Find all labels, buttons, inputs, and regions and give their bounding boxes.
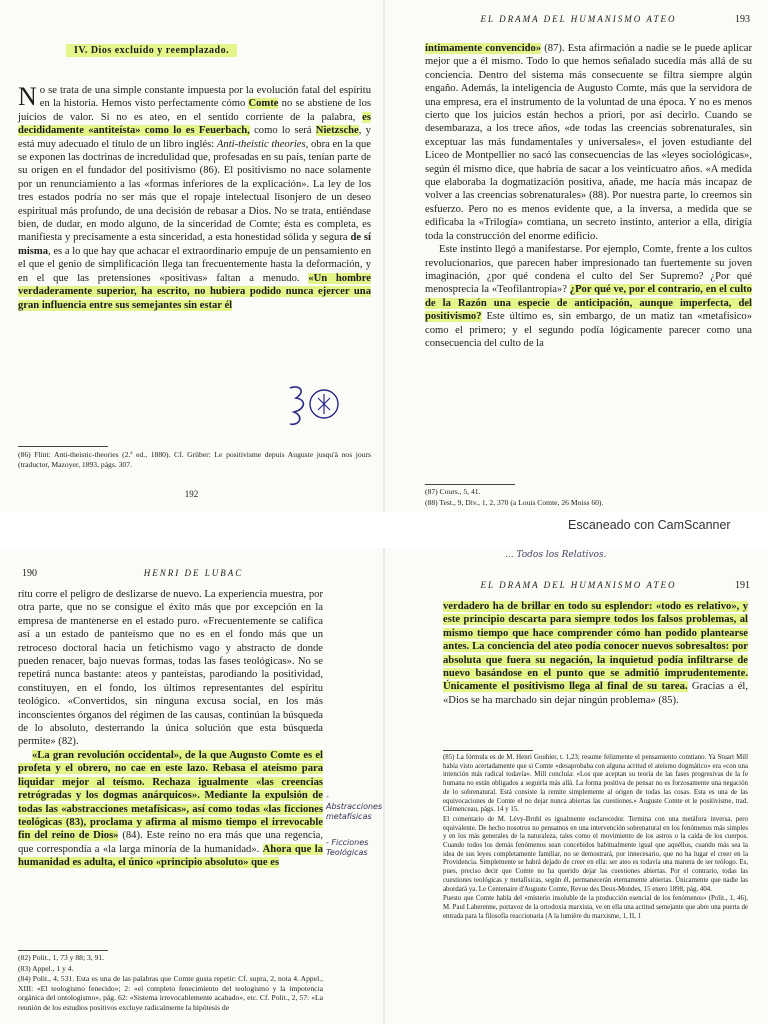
- header-title: EL DRAMA DEL HUMANISMO ATEO: [480, 580, 677, 590]
- footnotes: [425, 487, 752, 508]
- footnotes: [443, 754, 748, 922]
- body-text: [425, 42, 752, 350]
- page-number: 192: [184, 489, 199, 499]
- highlight: íntimamente convencido»: [425, 43, 542, 54]
- page-number: 190: [22, 568, 37, 579]
- running-header: [22, 568, 365, 582]
- body-text: [443, 600, 748, 707]
- footnote-rule: [18, 446, 108, 447]
- highlight: Nietzsche: [315, 125, 359, 137]
- page-divider: [383, 0, 385, 512]
- highlight: «La gran revolución occidental», de la que Augusto Comte es el profeta y el obrero, no cae en este lazo. Rebasa el ateísmo para liquidar mejor al teísmo. Rechaza igualmente «las creencias retrógradas y los dogmas anárquicos». Mediante la expulsión de todas las «abstracciones metafísicas», así como todas «las ficciones teológicas (83), proclama y afirma al mismo tiempo el irrevocable fin del reino de Dios»: [18, 749, 323, 842]
- margin-note: - Ficciones Teológicas: [326, 838, 369, 857]
- paragraph: No se trata de una simple constante impuesta por la evolución fatal del espíritu en la historia. Hemos visto perfectamente cómo Comte no se abstiene de los juicios de valor. Si no es ateo, en el sentido corriente de la palabra, es decididamente «antiteísta» como lo es Feuerbach, como lo será Nietzsche, y está muy adecuado el título de un libro inglés: Anti-theistic theories, obra en la que se exponen las doctrinas de incredulidad que, profesadas en su país, tenían parte de su origen en el fundador del positivismo (86). El positivismo no nace solamente por un renunciamiento a las «formas inferiores de la explicación». La ley de los tres estados podría no ser más que el ropaje intelectual lisonjero de un deseo espiritual más profundo, de una decisión de rebasar a Dios. No se trata, entiéndase bien, de dudar, en modo alguno, de la sinceridad de Comte; ésta es completa, es manifiesta y precisamente a esta sinceridad, a esta honestidad sólida y segura de sí misma, es a lo que hay que achacar el extraordinario empuje de un pensamiento en el que el genio de simplificación llega tan frecuentemente hasta la deformación, y en el que las pretensiones «positivas» faltan a menudo. «Un hombre verdaderamente superior, ha escrito, no hubiera podido nunca ejercer una gran influencia entre sus semejantes sin estar él: [18, 82, 372, 311]
- page-divider: [383, 548, 385, 1024]
- footnote: (86) Flint: Anti-theistic-theories (2.ª ed., 1880). Cf. Grüber: Le positivisme depuis Auguste jusqu'à nos jours (traductor, Mazoyer, 1893, págs. 307.: [18, 450, 371, 469]
- body-text: [18, 84, 371, 312]
- footnote: Puesto que Comte habla del «misterio insoluble de la producción esencial de los fenómenos» (Polit., 1, 46), M. Paul Laberenne, portavoz de la ortodoxia marxista, ve en ella una actitud semejante que abre una puerta de entrada para la filosofía reaccionaria (A la lumière du marxisme, 1, II, 1: [443, 895, 748, 920]
- footnote: El comentario de M. Lévy-Bruhl es igualmente esclarecedor. Termina con una metáfora inversa, pero equivalente. De hecho nosotros no pensamos en una intervención sobrenatural en los fenómenos más simples y en los más generales de la naturaleza, tales como el movimiento de los astros o la caída de los cuerpos. Cuando todos los demás fenómenos sean concebidos habitualmente igual que aquéllos, cuando más sea la idea de sus leyes completamente familiar, no se demostrará, por innecesario, que no ha lugar el creer en la Providencia. Simplemente se habrá dejado de creer en ella: ser ateo es todavía una manera de ser teólogo. Es, pues, preciso decir que Comte no ha querido dejar las cuestiones abiertas. Por el contrario, todas las cuestiones teológicas y metafísicas, según él, permanecerán eternamente abiertas. Únicamente que nadie las abordará ya. Le Centenaire d'Auguste Comte, Revue des Deux-Mondes, 15 enero 1898, pág. 404.: [443, 815, 748, 893]
- section-title: IV. Dios excluído y reemplazado.: [66, 44, 237, 57]
- running-header: [407, 580, 750, 594]
- footnote-rule: [425, 484, 515, 485]
- handwritten-note-icon: [284, 382, 344, 432]
- paragraph: «La gran revolución occidental», de la que Augusto Comte es el profeta y el obrero, no cae en este lazo. Rebasa el ateísmo para liquidar mejor al teísmo. Rechaza igualmente «las creencias retrógradas y los dogmas anárquicos». Mediante la expulsión de todas las «abstracciones metafísicas», así como todas «las ficciones teológicas (83), proclama y afirma al mismo tiempo el irrevocable fin del reino de Dios» (84). Este reino no era más que una regencia, que correspondía a «la larga minoría de la humanidad». Ahora que la humanidad es adulta, el único «principio absoluto» que es: [18, 749, 323, 869]
- footnote: (85) La fórmula es de M. Henri Gouhier, t. 1,23; resume felizmente el pensamiento comtiano. Ya Stuart Mill había visto acertadamente que si Comte «desaprobaba con alguna acritud el ateísmo dogmático» era «con una intención más radical todavía». Mill concluía: «Los que aceptan su teoría de las fases progresivas de la fe humana no están obligados a seguirla más allá. La forma positiva de pensar no es forzosamente una negación de lo sobrenatural. Está consiste la remite simplemente al origen de todas las cosas. Esta es una de las equivocaciones de Comte el no dejar nunca abiertas las cuestiones.» Auguste Comte et le positivisme, trad. Clémenceau, págs. 14 y 15.: [443, 754, 748, 814]
- footnote: (88) Test., 9, Div., 1, 2, 370 (a Louis Comte, 26 Moiss 60).: [425, 497, 604, 507]
- highlight: verdadero ha de brillar en todo su esplendor: «todo es relativo», y este principio descarta para siempre todos los falsos problemas, al mismo tiempo que hace comprender cómo han podido plantearse antes. La conciencia del ateo podía conocer nuevos sobresaltos: por absoluta que fuera su negación, la inquietud podía infiltrarse de nuevo basándose en el punto que se admitió imprudentemente. Únicamente el positivismo llega al final de su tarea.: [443, 601, 748, 693]
- header-title: EL DRAMA DEL HUMANISMO ATEO: [480, 14, 677, 24]
- footnote-rule: [18, 950, 108, 951]
- footnotes: [18, 953, 323, 1014]
- footnotes: [18, 450, 371, 470]
- highlight: «Un hombre verdaderamente superior, ha escrito, no hubiera podido nunca ejercer una gran influencia entre sus semejantes sin estar él: [18, 272, 372, 311]
- scan-page-192: [0, 0, 383, 512]
- header-title: HENRI DE LUBAC: [143, 568, 244, 578]
- highlight: ¿Por qué ve, por el contrario, en el culto de la Razón una especie de anticipación, aunque imperfecta, del positivismo?: [425, 284, 752, 323]
- paragraph: verdadero ha de brillar en todo su esplendor: «todo es relativo», y este principio descarta para siempre todos los falsos problemas, al mismo tiempo que hace comprender cómo han podido plantearse antes. La conciencia del ateo podía conocer nuevos sobresaltos: por absoluta que fuera su negación, la inquietud podía infiltrarse de nuevo basándose en el punto que se admitió imprudentemente. Únicamente el positivismo llega al final de su tarea. Gracias a él, «Dios se ha marchado sin dejar ningún problema» (85).: [443, 601, 748, 706]
- page-number: 191: [735, 580, 750, 591]
- scanner-watermark: Escaneado con CamScanner: [568, 518, 731, 532]
- margin-note: - Abstracciones metafísicas: [326, 792, 383, 821]
- paragraph: ritu corre el peligro de deslizarse de nuevo. La experiencia muestra, por otra parte, que no se consigue el éxito más que por excepción en la empresa de mantenerse en el estado puro. «Frecuentemente se califica así a un estado de panteísmo que no es en el fondo más que un retroceso doctoral hacia un fetichismo vago y abstracto de donde pueden renacer, bajo nuevas formas, todas las fases teológicas». No se repetirá nunca bastante: ateos y panteístas, parodiando la positividad, constituyen, en el fondo, los últimos representantes del espíritu teológico. «Convertidos, sin ninguna excusa social, en los más inconscientes órganos del régimen de las causas, continúan la búsqueda de lo absoluto, desterrando la única solución que esta búsqueda permite» (82).: [18, 589, 323, 748]
- handwritten-note: ... Todos los Relativos.: [505, 550, 607, 560]
- scan-page-190: [0, 548, 383, 1024]
- footnote: (84) Polit., 4, 531. Esta es una de las palabras que Comte gusta repetir: Cf. supra, 2, nota 4. Appel., XIII: «El teologismo fenecido»; 2: «el completo fenecimiento del teologismo y la impotencia orgánica del ontologismo», pág. 62: «Sistema irrevocablemente acabado», etc. Cf. Polit., 2, 57: «La reunión de los estudios positivos excluye radicalmente la hipótesis de: [18, 974, 323, 1012]
- paragraph: Este instinto llegó a manifestarse. Por ejemplo, Comte, frente a los cultos revolucionarios, que parecen haber impresionado tan fuertemente su joven imaginación, ¿por qué condena el culto del Ser Supremo? ¿Por qué menosprecia la «Teofilantropía»? ¿Por qué ve, por el contrario, en el culto de la Razón una especie de anticipación, aunque imperfecta, del positivismo? Este último es, sin embargo, de un matiz tan «metafísico» como el primero; y el segundo podía lógicamente parecer como una consecuencia del culto de la: [425, 244, 752, 349]
- footnote: (82) Polit., 1, 73 y 88; 3, 91.: [18, 953, 105, 962]
- running-header: [407, 14, 750, 28]
- highlight: es decididamente «antiteísta» como lo es Feuerbach,: [18, 111, 371, 137]
- footnote: (83) Appel., 1 y 4.: [18, 963, 74, 973]
- page-number: 193: [735, 14, 750, 25]
- footnote-rule: [443, 750, 533, 751]
- body-text: [18, 588, 323, 870]
- paragraph: íntimamente convencido» (87). Esta afirmación a nadie se le puede aplicar mejor que a él mismo. Todo lo que hemos señalado sucedía más allá de su conciencia. Dentro del sistema más consecuente se filtra siempre algún engaño. Además, la inteligencia de Augusto Comte, más que la servidora de una empresa, era el instrumento de la voluntad de una época. Y no es menos cierto que los juicios están hechos a priori, por así decirlo. Cuando se desembaraza, a los trece años, «de todas las creencias sobrenaturales, sin exceptuar las más fundamentales y universales», el joven estudiante del Liceo de Montpellier no sacó las consecuencias de las «leyes sociológicas», según él mismo dice, que habría de sacar a los veinticuatro años. «A medida que elaboraba la dogmatización positiva, añade, me hacía más incapaz de volver a las creencias sobrenaturales» (88). Por nuestra parte, lo creemos sin esfuerzo. Pero no es menos evidente que, a la inversa, a medida que se edificaba la «Trilogía» comtiana, un secreto instinto, anterior a ella, dirigía toda la construcción del enorme edificio.: [425, 43, 752, 242]
- footnote: (87) Cours., 5, 41.: [425, 487, 481, 496]
- scan-page-191: [385, 548, 768, 1024]
- highlight: Comte: [248, 98, 279, 110]
- scan-page-193: [385, 0, 768, 512]
- highlight: Ahora que la humanidad es adulta, el único «principio absoluto» que es: [18, 843, 323, 869]
